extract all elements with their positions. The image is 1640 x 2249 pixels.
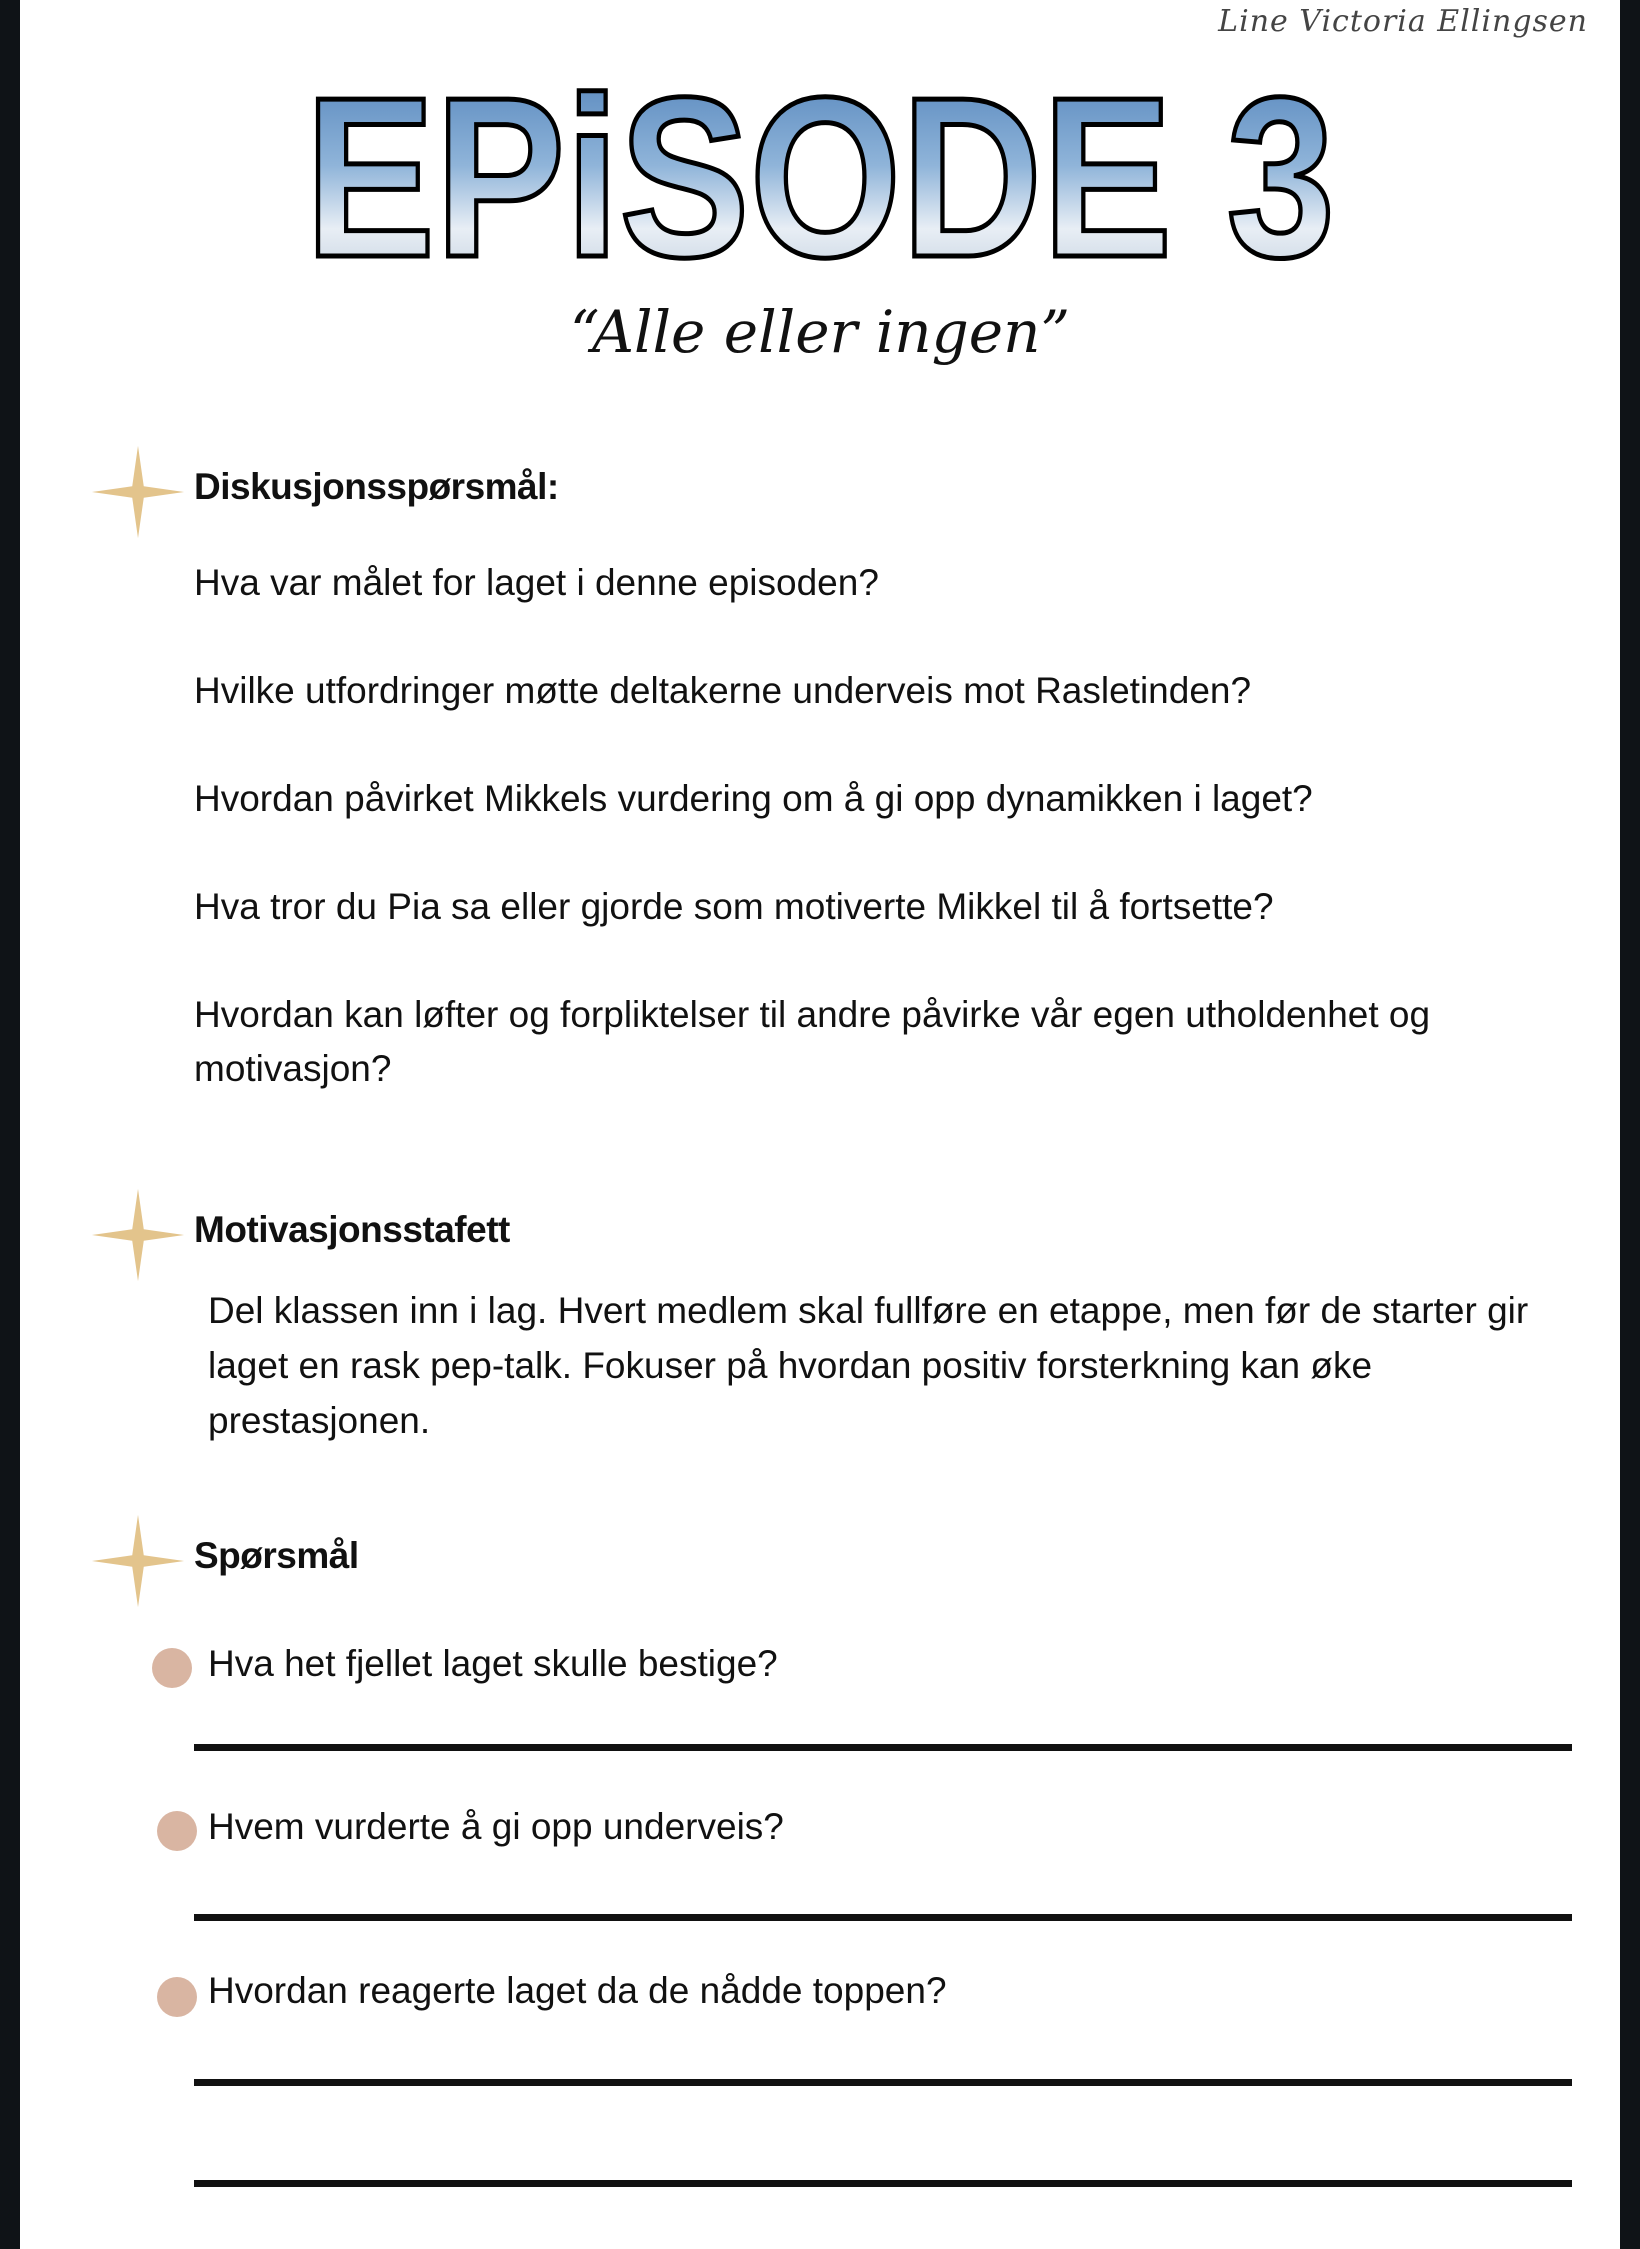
episode-title-text: EPiSODE 3 <box>305 51 1335 305</box>
episode-title <box>290 51 1350 305</box>
episode-subtitle: “Alle eller ingen” <box>569 298 1071 366</box>
discussion-question: Hva tror du Pia sa eller gjorde som motiverte Mikkel til å fortsette? <box>194 886 1274 927</box>
relay-description: Del klassen inn i lag. Hvert medlem skal fullføre en etappe, men før de starter gir laget en rask pep-talk. Fokuser på hvordan positiv forsterkning kan øke prestasjonen. <box>208 1290 1529 1441</box>
discussion-question: Hvilke utfordringer møtte deltakerne underveis mot Rasletinden? <box>194 670 1252 711</box>
discussion-question: Hvordan kan løfter og forpliktelser til andre påvirke vår egen utholdenhet og motivasjon? <box>194 994 1431 1089</box>
worksheet-page <box>20 0 1620 2249</box>
relay-heading: Motivasjonsstafett <box>194 1209 510 1250</box>
discussion-heading: Diskusjonsspørsmål: <box>194 466 559 507</box>
answer-line[interactable] <box>194 1914 1572 1921</box>
answer-line[interactable] <box>194 1744 1572 1751</box>
bullet-dot <box>157 1977 197 2017</box>
star-icon <box>90 1513 186 1609</box>
question-item: Hva het fjellet laget skulle bestige? <box>208 1643 778 1684</box>
answer-line[interactable] <box>194 2180 1572 2187</box>
discussion-question: Hvordan påvirket Mikkels vurdering om å gi opp dynamikken i laget? <box>194 778 1313 819</box>
author-signature: Line Victoria Ellingsen <box>1218 4 1588 39</box>
bullet-dot <box>152 1648 192 1688</box>
discussion-question: Hva var målet for laget i denne episoden? <box>194 562 879 603</box>
questions-heading: Spørsmål <box>194 1535 359 1576</box>
star-icon <box>90 1187 186 1283</box>
question-item: Hvordan reagerte laget da de nådde toppen? <box>208 1970 947 2011</box>
bullet-dot <box>157 1811 197 1851</box>
star-icon <box>90 444 186 540</box>
answer-line[interactable] <box>194 2079 1572 2086</box>
question-item: Hvem vurderte å gi opp underveis? <box>208 1806 784 1847</box>
